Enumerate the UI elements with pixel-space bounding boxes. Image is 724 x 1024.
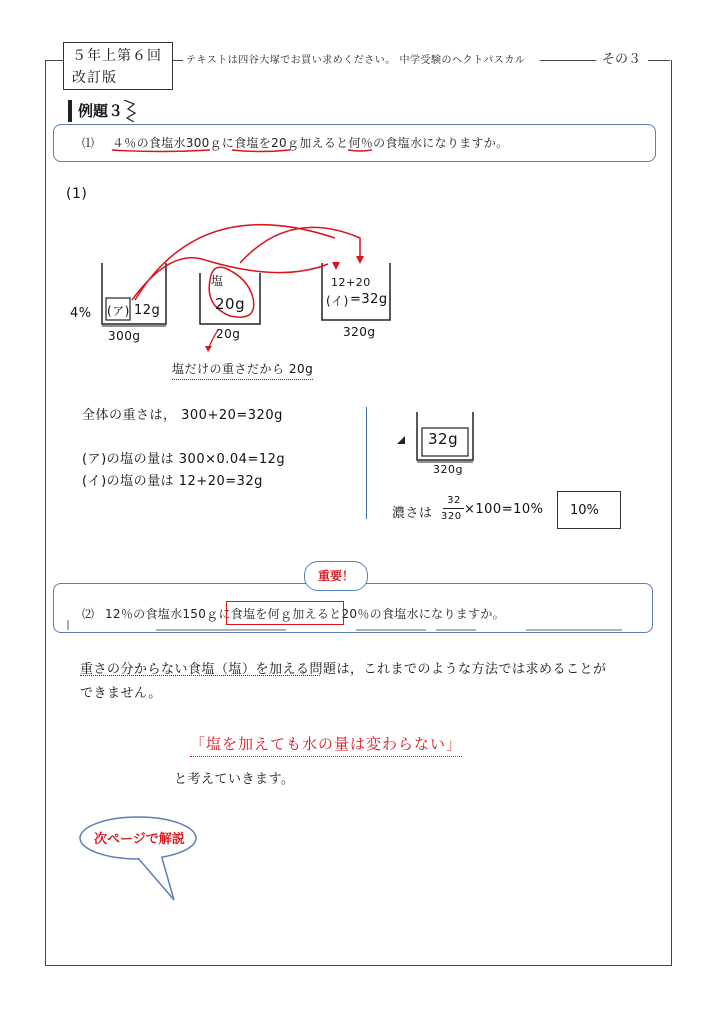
beaker3-label: (イ) <box>326 294 349 308</box>
top-rule-end <box>648 60 670 61</box>
answer-box: 10% <box>557 491 621 529</box>
example-title: 例題３ <box>68 100 127 122</box>
result-salt: 32g <box>428 430 459 448</box>
work-line-total: 全体の重さは， 300+20=320g <box>82 408 283 423</box>
page-label: その３ <box>602 52 642 67</box>
beaker3-total: 320g <box>343 325 376 339</box>
beaker3-salt: =32g <box>350 292 388 307</box>
part-label: (1) <box>66 186 88 202</box>
top-rule-left <box>45 60 63 61</box>
work-line-a: (ア)の塩の量は 300×0.04=12g <box>82 452 286 467</box>
beaker1-percent: 4% <box>70 306 92 321</box>
key-phrase-followup: と考えていきます。 <box>174 772 295 787</box>
next-page-note: 次ページで解説 <box>94 832 185 847</box>
fraction-numerator: 32 <box>447 495 461 506</box>
beaker2-salt: 20g <box>215 295 246 313</box>
work-line-b: (イ)の塩の量は 12+20=32g <box>82 474 263 489</box>
tagline: テキストは四谷大塚でお買い求めください。 中学受験のヘクトパスカル <box>186 55 526 66</box>
question1-underlines <box>110 146 410 154</box>
revision-label: 改訂版 <box>72 70 117 86</box>
diagram-note: 塩だけの重さだから 20g <box>172 360 313 380</box>
grade-line: ５年上第６回 <box>72 48 162 64</box>
beaker1-total: 300g <box>108 329 141 343</box>
key-phrase: 「塩を加えても水の量は変わらない」 <box>190 733 462 757</box>
fraction-bar <box>443 508 464 509</box>
beaker1-salt: 12g <box>134 303 161 318</box>
explanation-line1: 重さの分からない食塩（塩）を加える問題は，これまでのような方法では求めることが <box>80 662 607 677</box>
result-total: 320g <box>433 463 463 476</box>
beaker2-top-label: 塩 <box>211 274 224 288</box>
question2-answer-lines <box>66 618 626 632</box>
fraction-denominator: 320 <box>441 511 462 522</box>
grade-box <box>63 42 173 90</box>
concentration-label: 濃さは <box>392 506 433 521</box>
beaker1-label: (ア) <box>107 304 130 318</box>
concentration-calc: ×100=10% <box>464 502 544 517</box>
title-zigzag <box>124 100 138 122</box>
beaker3-sum: 12+20 <box>331 276 371 289</box>
question2-text: 12％の食塩水150ｇに食塩を何ｇ加えると20％の食塩水になりますか。 <box>105 607 505 621</box>
question2-number: ⑵ <box>82 607 95 621</box>
explanation-line2: できません。 <box>80 686 162 701</box>
top-rule-mid <box>173 60 183 61</box>
important-badge: 重要！ <box>304 561 368 591</box>
top-rule-right <box>540 60 596 61</box>
beaker2-total: 20g <box>216 327 241 341</box>
column-divider <box>366 407 367 519</box>
question1-number: ⑴ <box>82 136 95 150</box>
explanation-underline <box>80 675 320 676</box>
question1-text: ４％の食塩水300ｇに食塩を20ｇ加えると何％の食塩水になりますか。 <box>112 136 509 150</box>
